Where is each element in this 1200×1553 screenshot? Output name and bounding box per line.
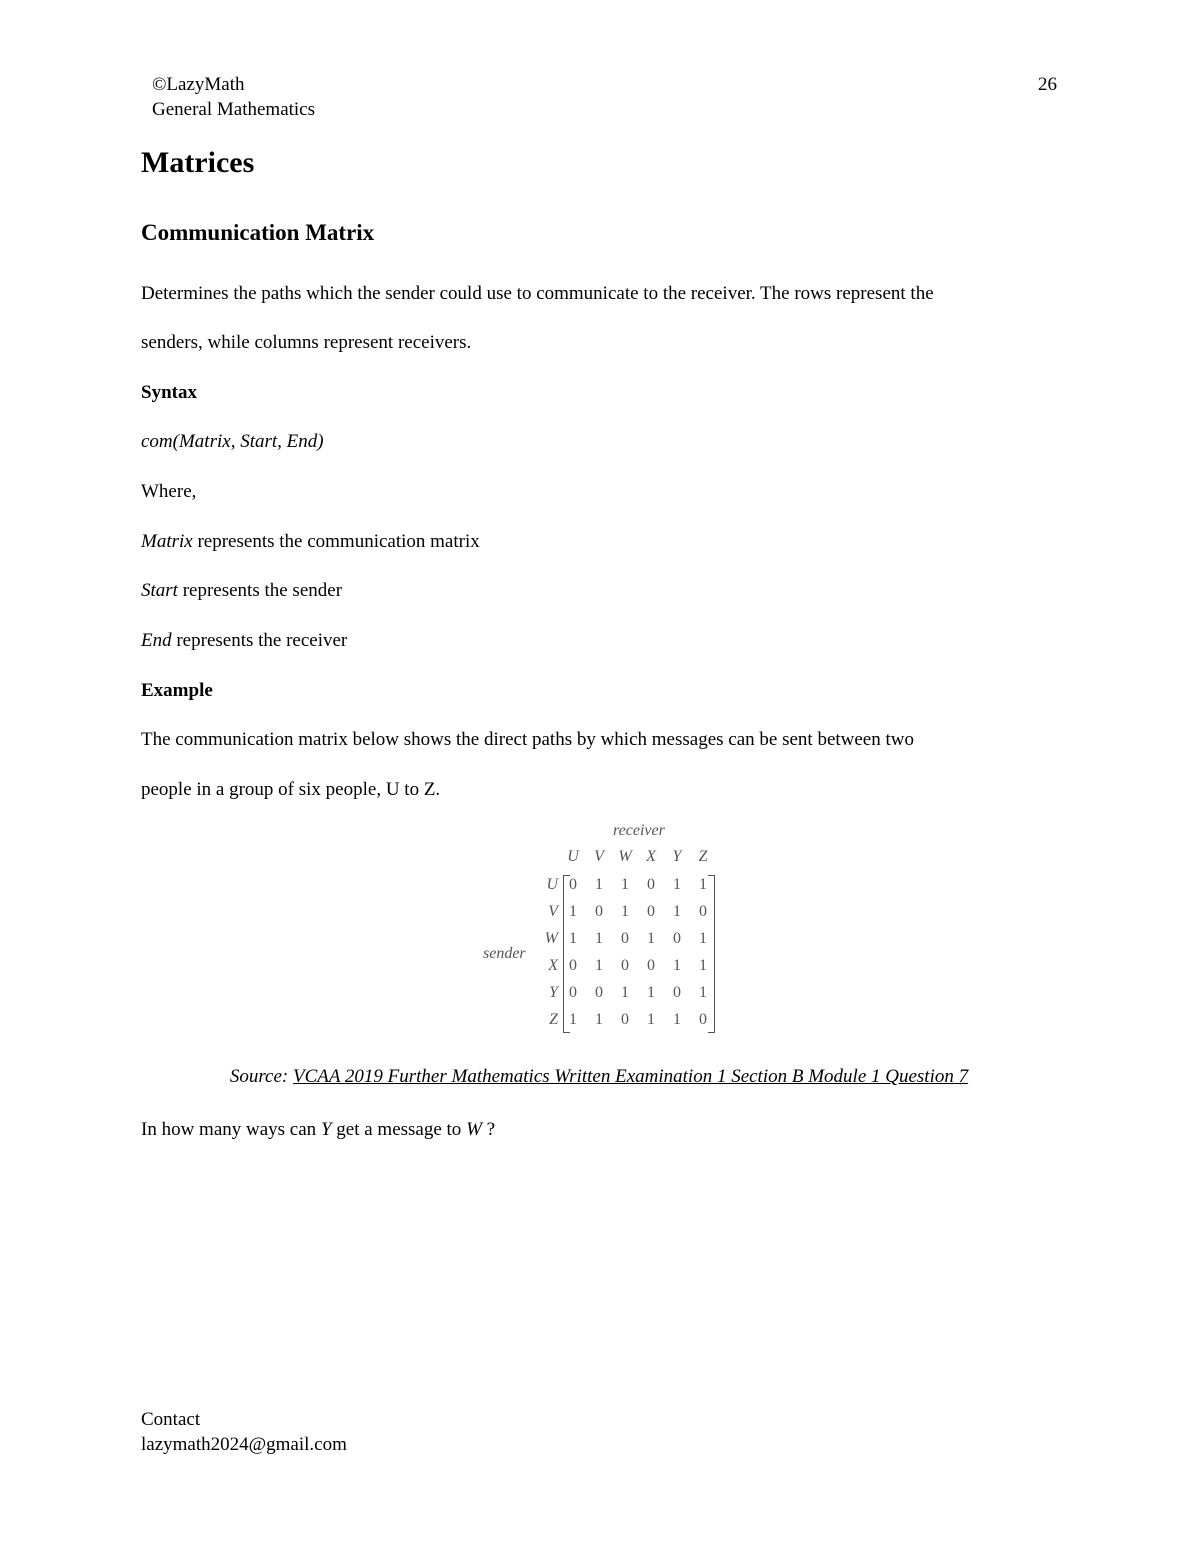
matrix-cell: 0 xyxy=(647,876,655,893)
param-desc: represents the sender xyxy=(177,580,343,601)
page-header xyxy=(152,72,315,122)
example-line-2: people in a group of six people, U to Z. xyxy=(141,779,441,800)
question-to: W xyxy=(466,1119,482,1140)
matrix-cell: 1 xyxy=(569,903,577,920)
syntax-heading: Syntax xyxy=(141,382,197,403)
row-label: X xyxy=(548,957,558,974)
column-label: V xyxy=(594,848,604,865)
matrix-cell: 1 xyxy=(647,930,655,947)
example-line-1: The communication matrix below shows the direct paths by which messages can be sent between two xyxy=(141,729,914,750)
param-start xyxy=(141,579,342,603)
matrix-cell: 1 xyxy=(621,903,629,920)
source-prefix: Source: xyxy=(229,1066,293,1087)
description-line-2: senders, while columns represent receivers. xyxy=(141,332,472,353)
matrix-cell: 1 xyxy=(673,1011,681,1028)
matrix-cell: 0 xyxy=(699,903,707,920)
matrix-cell: 0 xyxy=(673,984,681,1001)
matrix-cell: 0 xyxy=(569,957,577,974)
sender-label: sender xyxy=(483,945,526,962)
matrix-cell: 0 xyxy=(621,930,629,947)
row-label: W xyxy=(544,930,558,947)
param-name: End xyxy=(141,630,172,651)
course-name: General Mathematics xyxy=(152,99,316,120)
param-matrix xyxy=(141,530,480,554)
question-part: ? xyxy=(481,1119,496,1140)
page-footer xyxy=(141,1407,347,1457)
matrix-cell: 1 xyxy=(647,1011,655,1028)
question-text xyxy=(141,1118,495,1142)
page-number: 26 xyxy=(1038,74,1057,95)
source-link[interactable]: VCAA 2019 Further Mathematics Written Examination 1 Section B Module 1 Question 7 xyxy=(293,1066,969,1087)
section-heading: Communication Matrix xyxy=(141,220,375,245)
matrix-right-bracket xyxy=(708,875,715,1033)
row-label: V xyxy=(548,903,558,920)
example-heading: Example xyxy=(141,680,213,701)
param-name: Start xyxy=(141,580,178,601)
page-title: Matrices xyxy=(141,146,255,179)
matrix-cell: 1 xyxy=(595,957,603,974)
matrix-cell: 1 xyxy=(569,1011,577,1028)
description-line-1: Determines the paths which the sender could use to communicate to the receiver. The rows represent the xyxy=(141,283,934,304)
receiver-label: receiver xyxy=(613,822,665,839)
communication-matrix-figure xyxy=(480,818,720,1038)
column-label: X xyxy=(646,848,656,865)
matrix-cell: 1 xyxy=(699,984,707,1001)
matrix-cell: 1 xyxy=(595,930,603,947)
question-from: Y xyxy=(320,1119,332,1140)
column-label: Z xyxy=(698,848,708,865)
matrix-cell: 1 xyxy=(621,984,629,1001)
matrix-cell: 0 xyxy=(647,903,655,920)
matrix-left-bracket xyxy=(563,875,570,1033)
matrix-cell: 0 xyxy=(595,984,603,1001)
matrix-cell: 1 xyxy=(595,876,603,893)
param-desc: represents the communication matrix xyxy=(192,531,480,552)
where-text: Where, xyxy=(141,481,197,502)
question-part: In how many ways can xyxy=(141,1119,321,1140)
matrix-cell: 0 xyxy=(595,903,603,920)
matrix-cell: 0 xyxy=(621,957,629,974)
matrix-cell: 1 xyxy=(699,930,707,947)
copyright-text: ©LazyMath xyxy=(152,74,245,95)
question-part: get a message to xyxy=(331,1119,467,1140)
matrix-cell: 0 xyxy=(621,1011,629,1028)
row-label: Y xyxy=(549,984,558,1001)
matrix-cell: 1 xyxy=(699,957,707,974)
param-desc: represents the receiver xyxy=(171,630,348,651)
param-name: Matrix xyxy=(141,531,193,552)
matrix-cell: 0 xyxy=(699,1011,707,1028)
matrix-cell: 1 xyxy=(621,876,629,893)
matrix-cell: 1 xyxy=(699,876,707,893)
matrix-cell: 0 xyxy=(569,984,577,1001)
matrix-cell: 1 xyxy=(673,957,681,974)
matrix-cell: 0 xyxy=(569,876,577,893)
matrix-cell: 1 xyxy=(569,930,577,947)
contact-label: Contact xyxy=(141,1409,201,1430)
row-label: U xyxy=(546,876,558,893)
column-label: Y xyxy=(672,848,682,865)
column-label: U xyxy=(567,848,579,865)
source-citation xyxy=(99,1066,1099,1088)
matrix-cell: 0 xyxy=(647,957,655,974)
matrix-cell: 1 xyxy=(673,903,681,920)
matrix-cell: 1 xyxy=(647,984,655,1001)
param-end xyxy=(141,629,347,653)
syntax-text: com(Matrix, Start, End) xyxy=(141,431,324,452)
matrix-cell: 1 xyxy=(673,876,681,893)
row-label: Z xyxy=(549,1011,558,1028)
matrix-cell: 1 xyxy=(595,1011,603,1028)
column-label: W xyxy=(618,848,632,865)
matrix-cell: 0 xyxy=(673,930,681,947)
contact-email[interactable]: lazymath2024@gmail.com xyxy=(141,1434,347,1455)
